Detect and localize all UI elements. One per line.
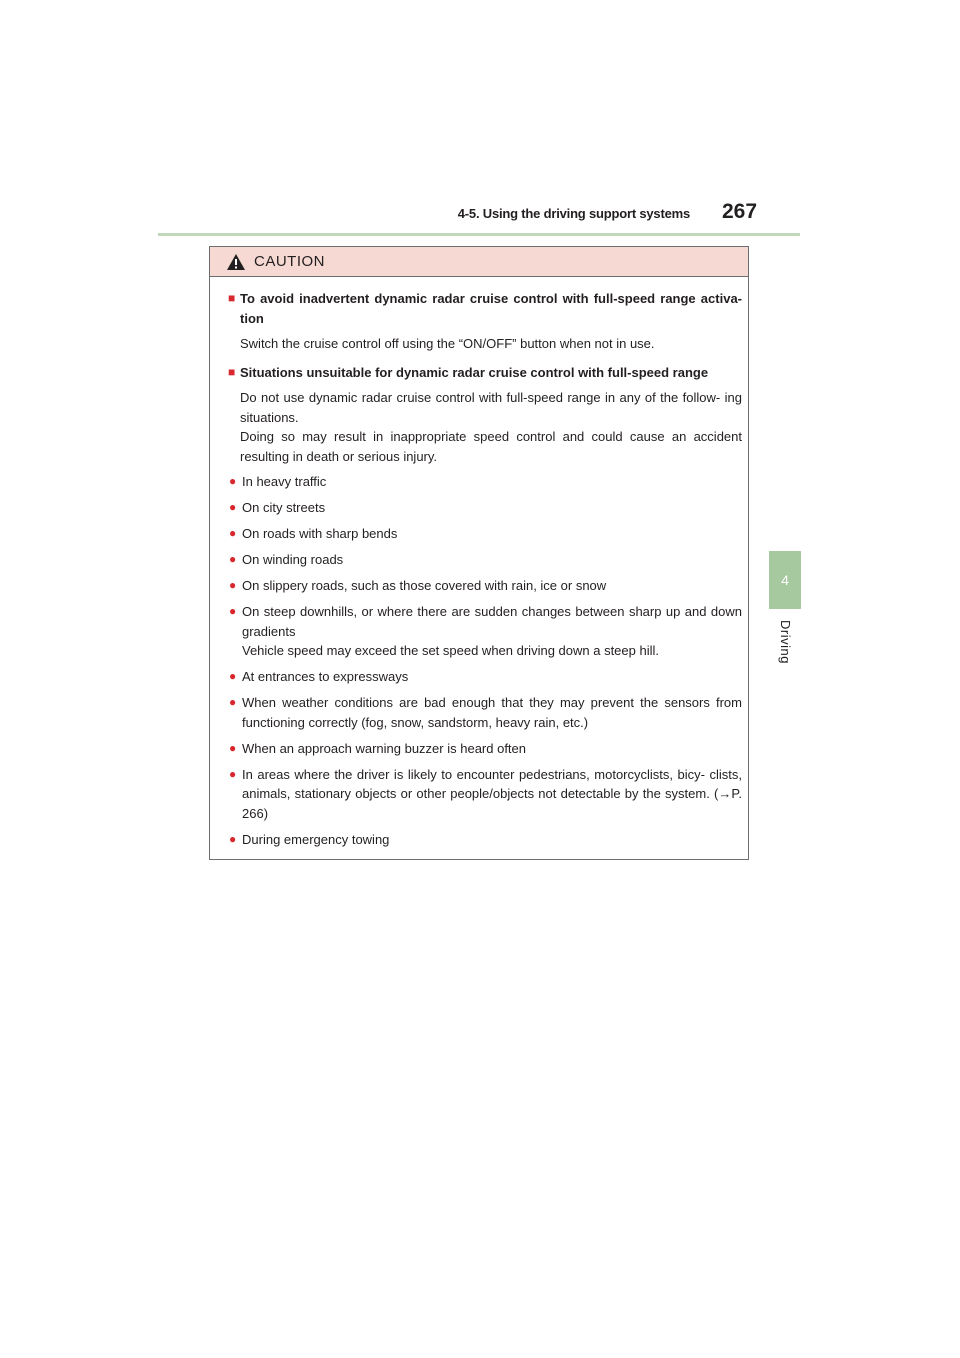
caution-header [210,247,748,277]
caution-title: CAUTION [254,253,325,270]
bullet-dot-icon: ● [229,552,237,566]
list-item: ● On steep downhills, or where there are sudden changes between sharp up and down gradients Vehicle speed may exceed the set speed when driving down a steep hill. [229,602,742,661]
bullet-dot-icon: ● [229,740,237,755]
list-item: ● In areas where the driver is likely to encounter pedestrians, motorcyclists, bicy- clists, animals, stationary objects or other people/objects not detectable by the system. (→P. 266) [229,765,742,824]
section-text: Switch the cruise control off using the “ON/OFF” button when not in use. [240,336,655,351]
section-heading: ■ To avoid inadvertent dynamic radar cruise control with full-speed range activa- tion [228,289,742,328]
chapter-tab: 4 [769,551,801,609]
list-item: ● On winding roads [229,550,742,570]
bullet-dot-icon: ● [229,766,237,781]
bullet-dot-icon: ● [229,474,237,488]
bullet-note: Vehicle speed may exceed the set speed when driving down a steep hill. [242,643,659,658]
list-item: ● On slippery roads, such as those covered with rain, ice or snow [229,576,742,596]
caution-box [209,246,749,860]
bullet-dot-icon: ● [229,604,237,618]
square-bullet-icon: ■ [228,364,236,379]
list-item: ● When weather conditions are bad enough that they may prevent the sensors from functioning correctly (fog, snow, sandstorm, heavy rain, etc.) [229,693,742,732]
section-text: Do not use dynamic radar cruise control with full-speed range in any of the follow- ing situations. Doing so may result in inappropriate speed control and could cause an accident resulting in death or serious injury. [240,390,742,464]
page-number: 267 [722,200,758,223]
bullet-dot-icon: ● [229,526,237,540]
section-title: 4-5. Using the driving support systems [457,206,690,221]
bullet-dot-icon: ● [229,669,237,683]
bullet-dot-icon: ● [229,578,237,592]
list-item: ● At entrances to expressways [229,667,742,687]
warning-triangle-icon [226,253,246,271]
chapter-label: Driving [778,620,793,664]
bullet-dot-icon: ● [229,831,237,846]
bullet-dot-icon: ● [229,695,237,709]
list-item: ● On city streets [229,498,742,518]
list-item: ● During emergency towing [229,830,742,850]
bullet-dot-icon: ● [229,500,237,514]
square-bullet-icon: ■ [228,291,236,305]
list-item: ● When an approach warning buzzer is heard often [229,739,742,759]
caution-body [210,277,748,849]
header-divider [158,233,800,236]
list-item: ● On roads with sharp bends [229,524,742,544]
section-heading: ■ Situations unsuitable for dynamic radar cruise control with full-speed range [228,363,742,383]
list-item: ● In heavy traffic [229,472,742,492]
